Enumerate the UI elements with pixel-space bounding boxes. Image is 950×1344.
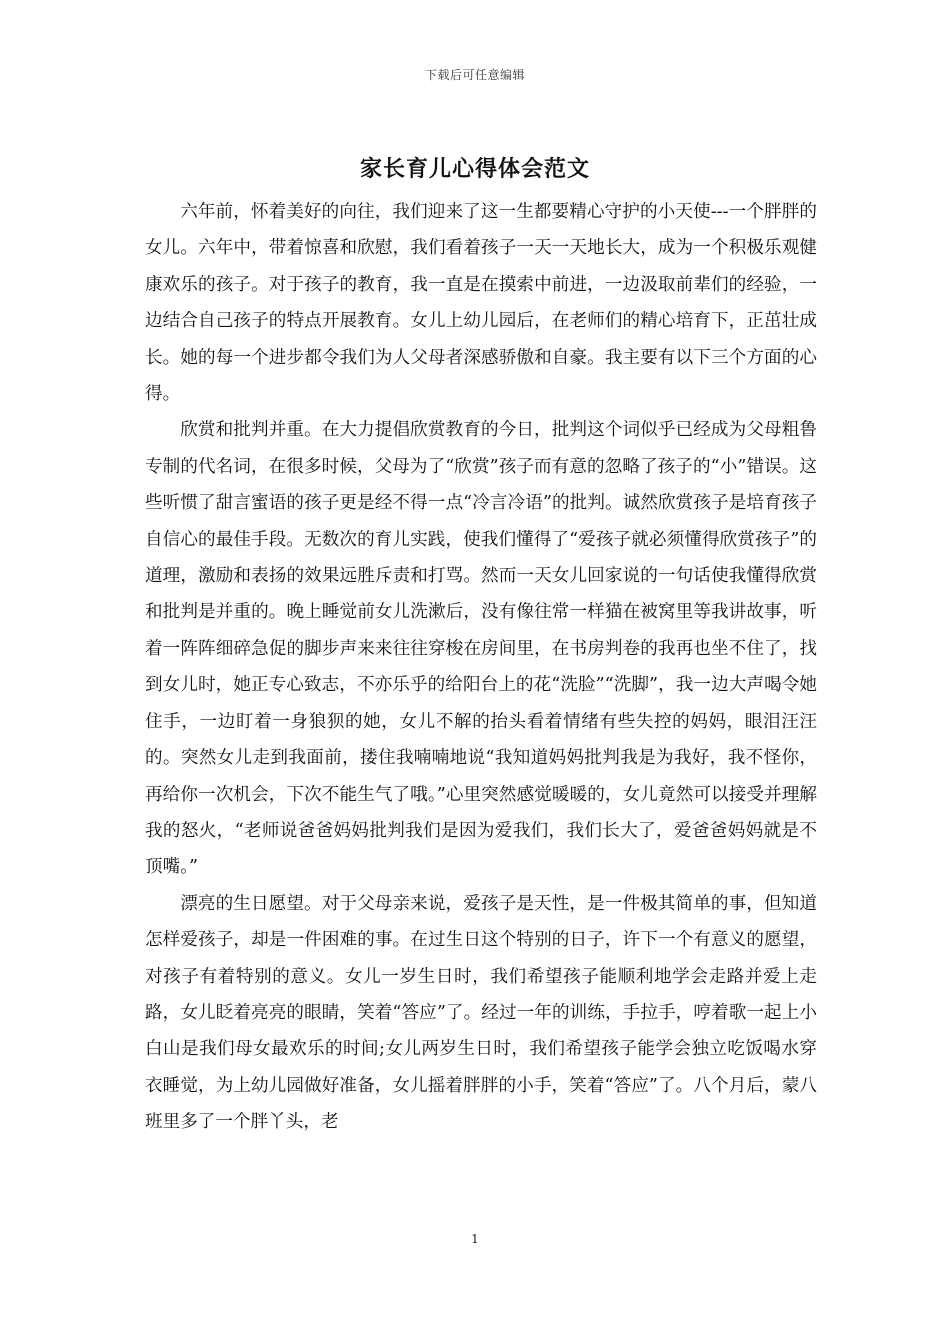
page-number: 1 xyxy=(471,1232,479,1246)
paragraph-birthday-wish: 漂亮的生日愿望。对于父母亲来说，爱孩子是天性，是一件极其简单的事，但知道怎样爱孩子，却是一件困难的事。在过生日这个特别的日子，许下一个有意义的愿望，对孩子有着特别的意义。女儿一岁生日时，我们希望孩子能顺利地学会走路并爱上走路，女儿眨着亮亮的眼睛，笑着“答应”了。经过一年的训练，手拉手，哼着歌一起上小白山是我们母女最欢乐的时间;女儿两岁生日时，我们希望孩子能学会独立吃饭喝水穿衣睡觉，为上幼儿园做好准备，女儿摇着胖胖的小手，笑着“答应”了。八个月后，蒙八班里多了一个胖丫头，老 xyxy=(145,893,817,1133)
header-note: 下载后可任意编辑 xyxy=(424,68,525,82)
document-title: 家长育儿心得体会范文 xyxy=(359,156,590,182)
document-body xyxy=(145,194,817,1141)
paragraph-intro: 六年前，怀着美好的向往，我们迎来了这一生都要精心守护的小天使---一个胖胖的女儿。六年中，带着惊喜和欣慰，我们看着孩子一天一天地长大，成为一个积极乐观健康欢乐的孩子。对于孩子的教育，我一直是在摸索中前进，一边汲取前辈们的经验，一边结合自己孩子的特点开展教育。女儿上幼儿园后，在老师们的精心培育下，正茁壮成长。她的每一个进步都令我们为人父母者深感骄傲和自豪。我主要有以下三个方面的心得。 xyxy=(145,202,817,405)
paragraph-appreciation-criticism: 欣赏和批判并重。在大力提倡欣赏教育的今日，批判这个词似乎已经成为父母粗鲁专制的代名词，在很多时候，父母为了“欣赏”孩子而有意的忽略了孩子的“小”错误。这些听惯了甜言蜜语的孩子更是经不得一点“冷言冷语”的批判。诚然欣赏孩子是培育孩子自信心的最佳手段。无数次的育儿实践，使我们懂得了“爱孩子就必须懂得欣赏孩子”的道理，激励和表扬的效果远胜斥责和打骂。然而一天女儿回家说的一句话使我懂得欣赏和批判是并重的。晚上睡觉前女儿洗漱后，没有像往常一样猫在被窝里等我讲故事，听着一阵阵细碎急促的脚步声来来往往穿梭在房间里，在书房判卷的我再也坐不住了，找到女儿时，她正专心致志，不亦乐乎的给阳台上的花“洗脸”“洗脚”，我一边大声喝令她住手，一边盯着一身狼狈的她，女儿不解的抬头看着情绪有些失控的妈妈，眼泪汪汪的。突然女儿走到我面前，搂住我喃喃地说“我知道妈妈批判我是为我好，我不怪你，再给你一次机会，下次不能生气了哦。”心里突然感觉暖暖的，女儿竟然可以接受并理解我的怒火，“老师说爸爸妈妈批判我们是因为爱我们，我们长大了，爱爸爸妈妈就是不顶嘴。” xyxy=(145,420,817,878)
